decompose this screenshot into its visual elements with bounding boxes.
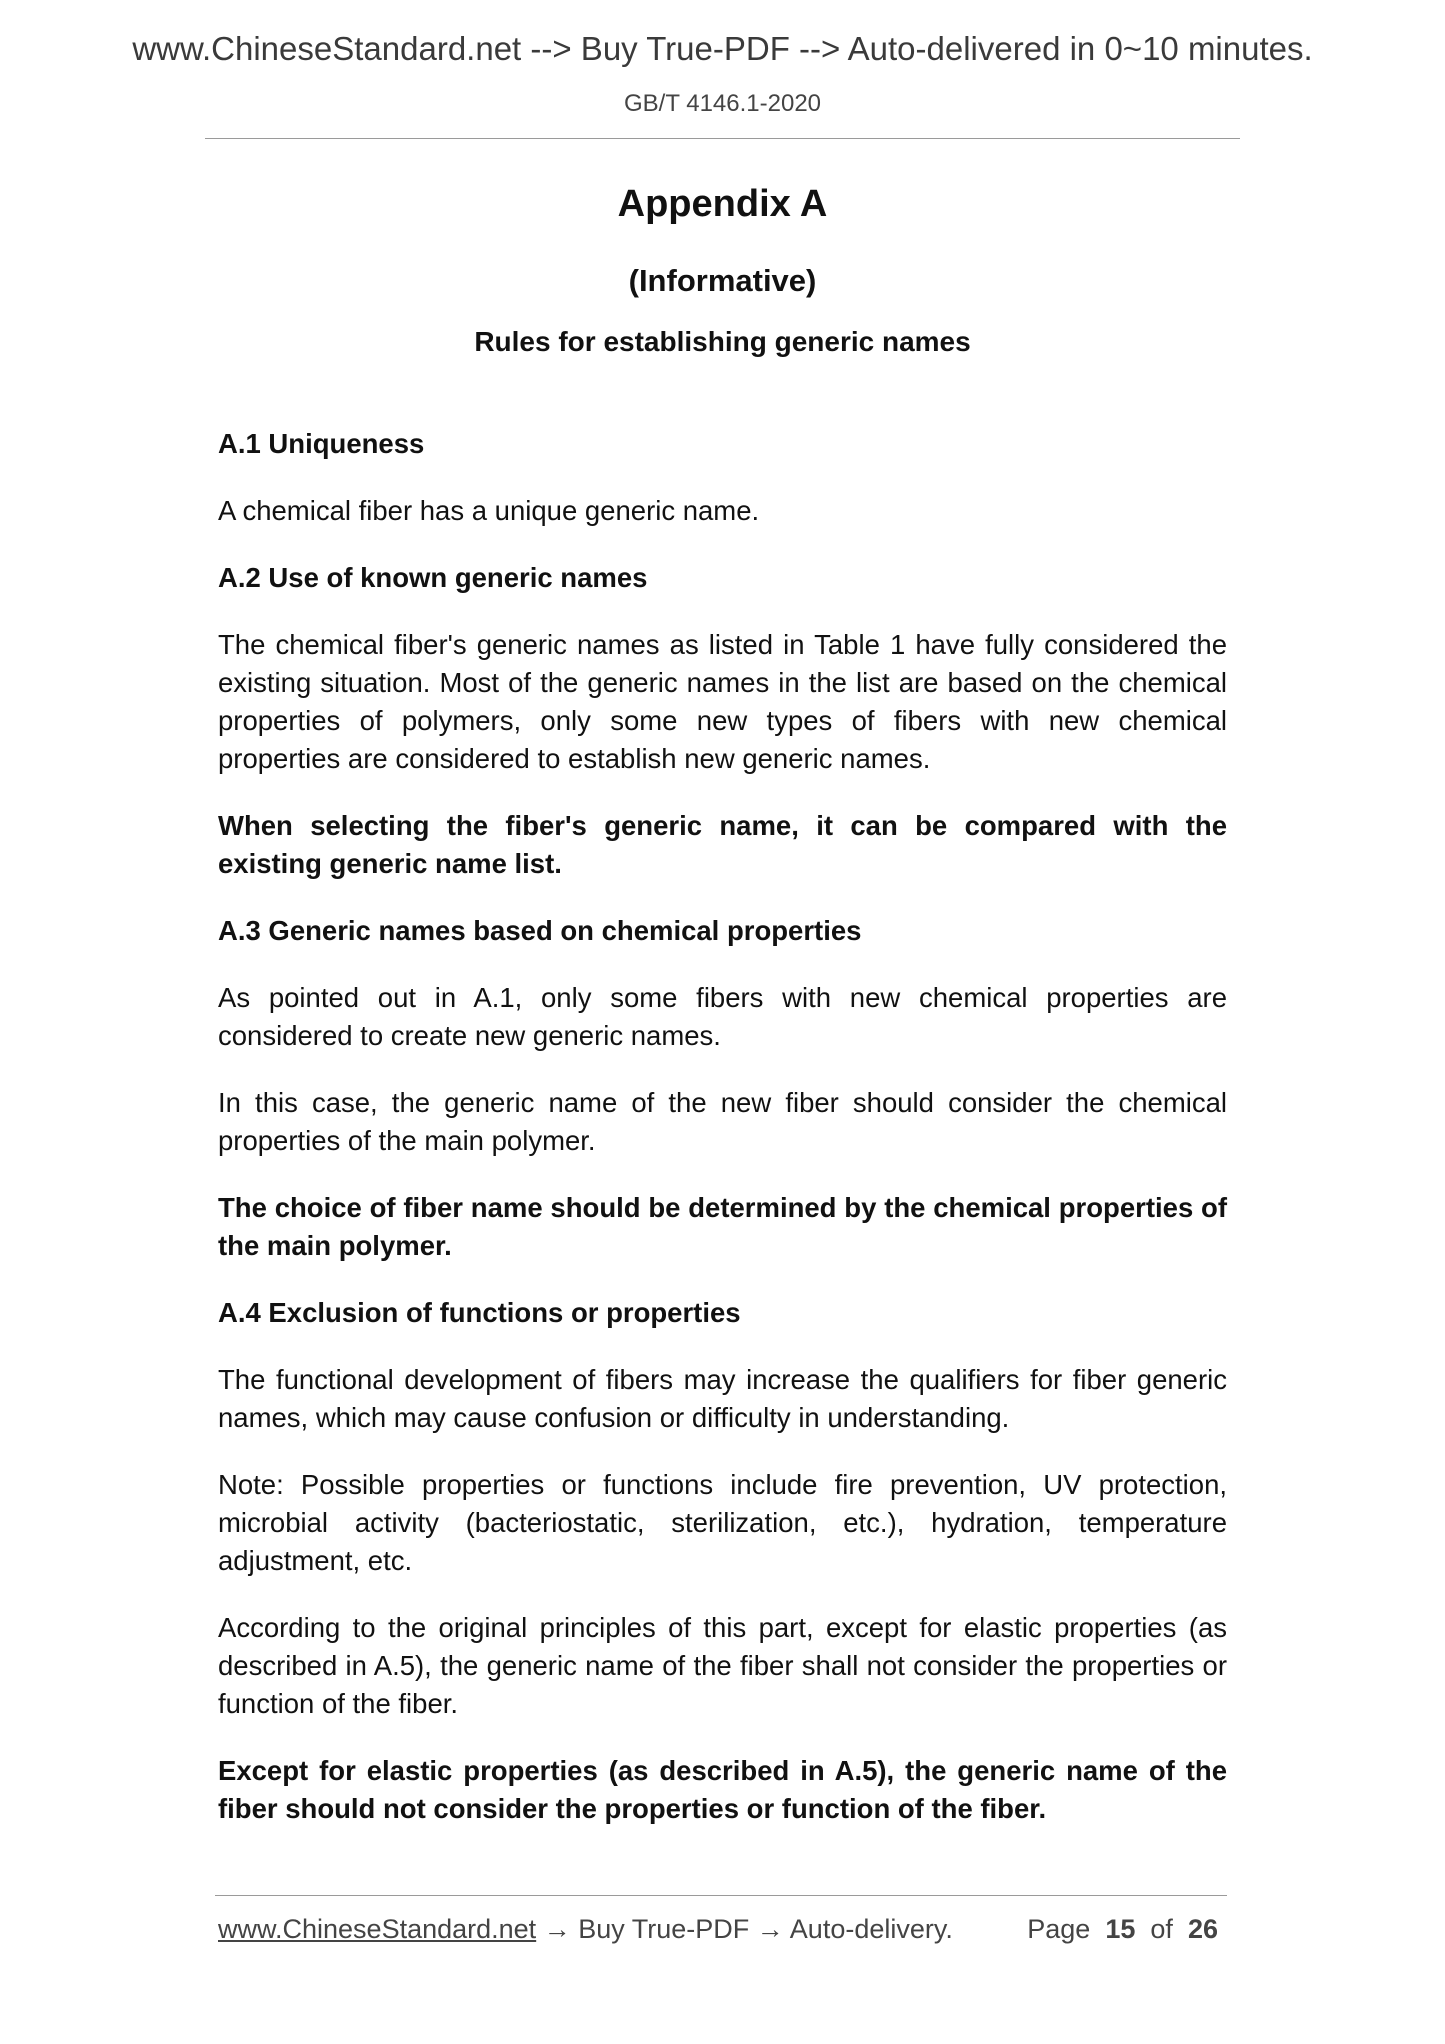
arrow-right-icon: → xyxy=(543,1914,571,1944)
page-label: Page xyxy=(1027,1914,1091,1944)
section-a3-paragraph-2: In this case, the generic name of the new fiber should consider the chemical properties of the main polymer. xyxy=(218,1087,1227,1156)
appendix-type: (Informative) xyxy=(628,263,817,298)
footer-buy-text: Buy True-PDF xyxy=(578,1914,750,1944)
section-heading-a1: A.1 Uniqueness xyxy=(218,428,425,459)
section-a4-paragraph-1: The functional development of fibers may increase the qualifiers for fiber generic names, which may cause confusion or difficulty in understanding. xyxy=(218,1364,1227,1433)
section-a2-paragraph: The chemical fiber's generic names as listed in Table 1 have fully considered the existing situation. Most of the generic names in the list are based on the chemical properties of polymers, only some new types of fibers with new chemical properties are considered to establish new generic names. xyxy=(218,629,1227,774)
page-indicator xyxy=(1027,1914,1218,1945)
section-a4-rule: Except for elastic properties (as described in A.5), the generic name of the fiber should not consider the properties or function of the fiber. xyxy=(218,1755,1227,1824)
appendix-title: Appendix A xyxy=(617,183,828,225)
page-footer xyxy=(218,1914,1226,1945)
section-a4-paragraph-2: According to the original principles of this part, except for elastic properties (as described in A.5), the generic name of the fiber shall not consider the properties or function of the fiber. xyxy=(218,1612,1227,1719)
header-divider xyxy=(205,138,1240,139)
section-heading-a3: A.3 Generic names based on chemical properties xyxy=(218,915,862,946)
section-heading-a2: A.2 Use of known generic names xyxy=(218,562,648,593)
footer-divider xyxy=(215,1895,1227,1896)
footer-delivery-text: Auto-delivery. xyxy=(789,1914,953,1944)
page-total: 26 xyxy=(1187,1914,1218,1944)
arrow-right-icon: → xyxy=(756,1914,784,1944)
section-a4-note: Note: Possible properties or functions include fire prevention, UV protection, microbial activity (bacteriostatic, sterilization, etc.), hydration, temperature adjustment, etc. xyxy=(218,1469,1227,1576)
section-heading-a4: A.4 Exclusion of functions or properties xyxy=(218,1297,741,1328)
page-current: 15 xyxy=(1105,1914,1136,1944)
section-a3-rule: The choice of fiber name should be determined by the chemical properties of the main polymer. xyxy=(218,1192,1227,1261)
of-label: of xyxy=(1150,1914,1173,1944)
footer-site-link[interactable]: www.ChineseStandard.net xyxy=(218,1914,537,1944)
section-a1-paragraph: A chemical fiber has a unique generic name. xyxy=(218,495,760,526)
standard-code: GB/T 4146.1-2020 xyxy=(623,90,822,117)
appendix-subtitle: Rules for establishing generic names xyxy=(474,326,971,357)
section-a2-rule: When selecting the fiber's generic name, it can be compared with the existing generic name list. xyxy=(218,810,1227,879)
header-banner: www.ChineseStandard.net --> Buy True-PDF --> Auto-delivered in 0~10 minutes. xyxy=(132,30,1313,67)
document-body xyxy=(218,425,1227,1857)
section-a3-paragraph-1: As pointed out in A.1, only some fibers with new chemical properties are considered to create new generic names. xyxy=(218,982,1227,1051)
